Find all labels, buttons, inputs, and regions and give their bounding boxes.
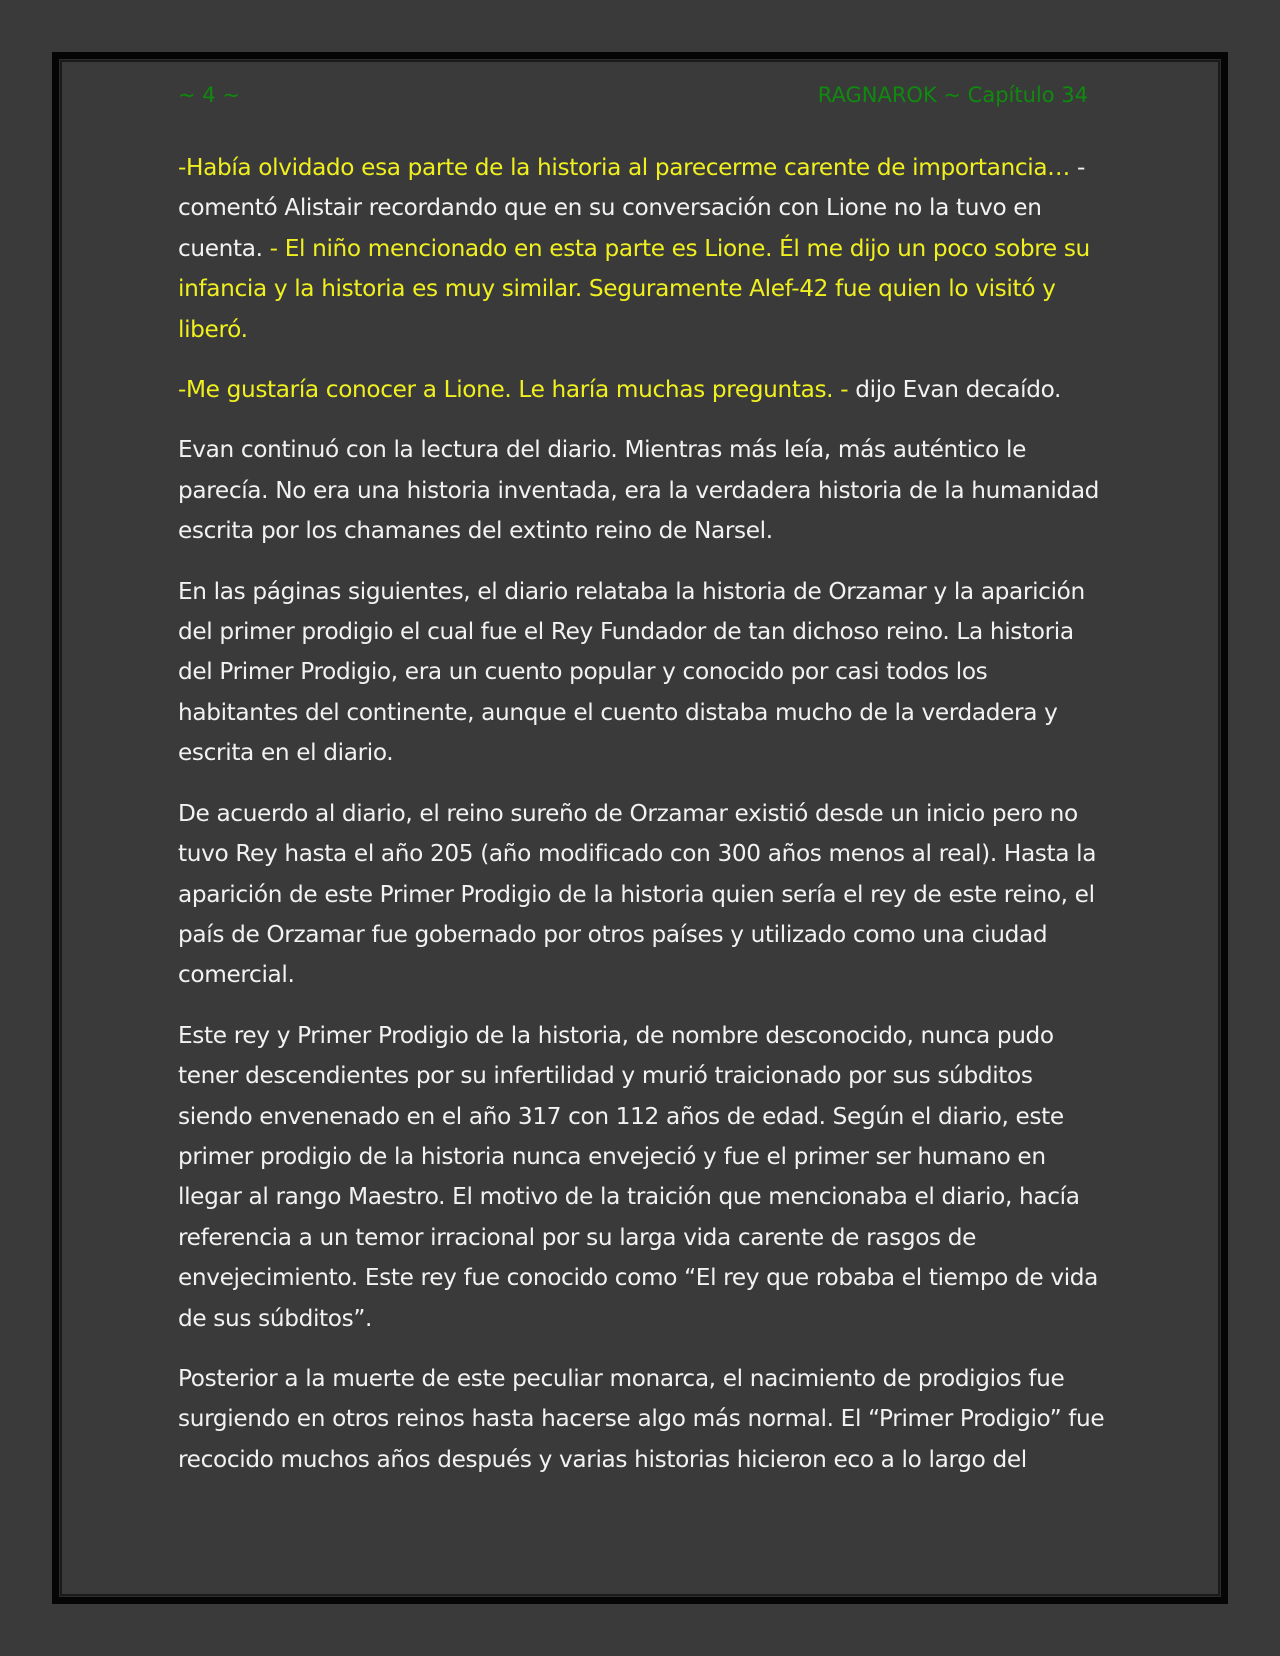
paragraph: [178, 430, 1113, 551]
page-number: ~ 4 ~: [178, 83, 240, 107]
paragraph: [178, 148, 1113, 350]
paragraph: [178, 572, 1113, 774]
narration-text: dijo Evan decaído.: [855, 376, 1062, 404]
narration-text: En las páginas siguientes, el diario relataba la historia de Orzamar y la aparición del primer prodigio el cual fue el Rey Fundador de tan dichoso reino. La historia del Primer Prodigio, era un cuento popular y conocido por casi todos los habitantes del continente, aunque el cuento distaba mucho de la verdadera y escrita en el diario.: [178, 577, 1085, 767]
dialogue-text: - El niño mencionado en esta parte es Lione. Él me dijo un poco sobre su infancia y la historia es muy similar. Seguramente Alef-42 fue quien lo visitó y liberó.: [178, 234, 1090, 343]
narration-text: - comentó Alistair recordando que en su conversación con Lione no la tuvo en cuenta.: [178, 154, 1086, 262]
narration-text: Posterior a la muerte de este peculiar monarca, el nacimiento de prodigios fue surgiendo en otros reinos hasta hacerse algo más normal. El “Primer Prodigio” fue recocido muchos años después y varias historias hicieron eco a lo largo del: [178, 1364, 1105, 1473]
paragraph: [178, 370, 1113, 410]
narration-text: Este rey y Primer Prodigio de la historia, de nombre desconocido, nunca pudo tener descendientes por su infertilidad y murió traicionado por sus súbditos siendo envenenado en el año 317 con 112 años de edad. Según el diario, este primer prodigio de la historia nunca envejeció y fue el primer ser humano en llegar al rango Maestro. El motivo de la traición que mencionaba el diario, hacía referencia a un temor irracional por su larga vida carente de rasgos de envejecimiento. Este rey fue conocido como “El rey que robaba el tiempo de vida de sus súbditos”.: [178, 1021, 1099, 1332]
paragraph: [178, 1016, 1113, 1339]
running-title: RAGNAROK ~ Capítulo 34: [817, 83, 1088, 107]
paragraph: [178, 794, 1113, 996]
dialogue-text: -Me gustaría conocer a Lione. Le haría muchas preguntas. -: [178, 376, 856, 404]
page-header: [178, 78, 1088, 112]
narration-text: De acuerdo al diario, el reino sureño de Orzamar existió desde un inicio pero no tuvo Rey hasta el año 205 (año modificado con 300 años menos al real). Hasta la aparición de este Primer Prodigio de la historia quien sería el rey de este reino, el país de Orzamar fue gobernado por otros países y utilizado como una ciudad comercial.: [178, 799, 1097, 989]
chapter-text: [178, 148, 1113, 1500]
paragraph: [178, 1359, 1113, 1480]
dialogue-text: -Había olvidado esa parte de la historia al parecerme carente de importancia…: [178, 154, 1078, 181]
narration-text: Evan continuó con la lectura del diario. Mientras más leía, más auténtico le parecía. No era una historia inventada, era la verdadera historia de la humanidad escrita por los chamanes del extinto reino de Narsel.: [178, 436, 1100, 545]
